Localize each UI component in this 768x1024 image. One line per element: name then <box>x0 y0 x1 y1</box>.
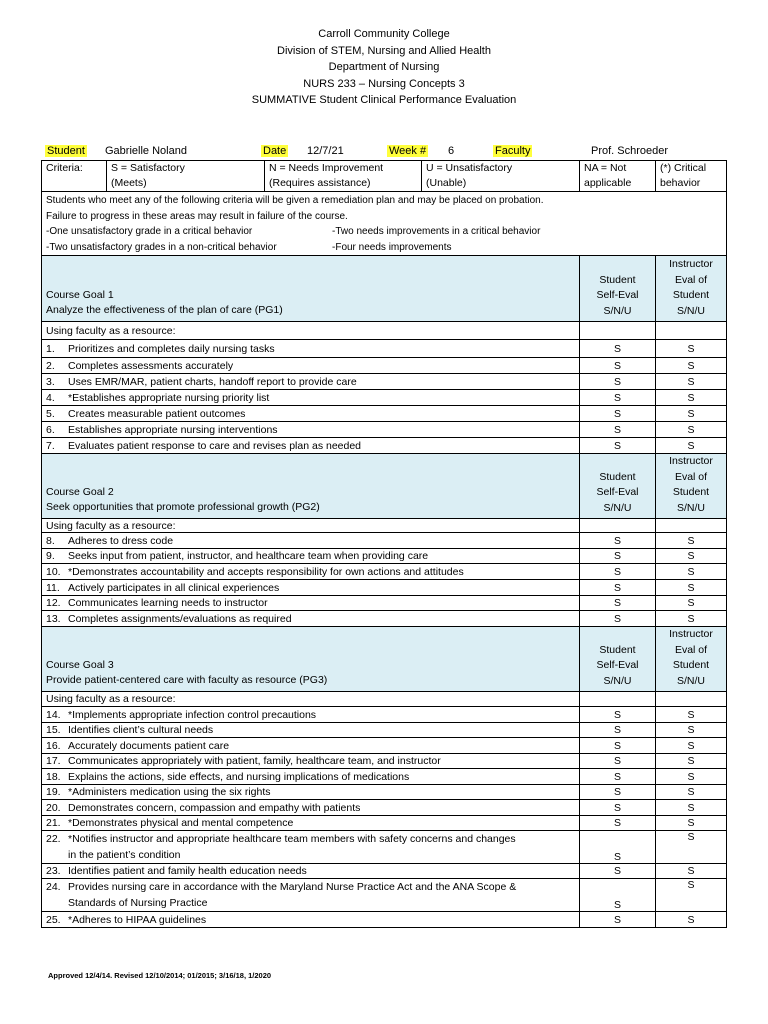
criteria-unsatisfactory: U = Unsatisfactory (Unable) <box>422 161 580 192</box>
criterion-number: 20. <box>46 801 61 814</box>
criterion-description: Establishes appropriate nursing interventions <box>68 423 278 436</box>
instructor-eval-header: Instructor Eval of Student S/N/U <box>656 627 727 692</box>
criterion-row <box>42 879 727 912</box>
criterion-text <box>42 374 580 390</box>
student-self-eval-header: Student Self-Eval S/N/U <box>580 454 656 519</box>
criteria-row <box>42 161 727 192</box>
criterion-text <box>42 864 580 879</box>
criterion-row <box>42 390 727 406</box>
criterion-number: 17. <box>46 755 61 767</box>
criterion-number: 14. <box>46 708 61 721</box>
student-self-eval-value: S <box>580 564 656 580</box>
instructor-eval-value: S <box>656 864 727 879</box>
criteria-label: Criteria: <box>42 161 107 192</box>
criterion-row <box>42 374 727 390</box>
criterion-row <box>42 422 727 438</box>
criterion-text <box>42 912 580 928</box>
student-label: Student <box>47 145 85 157</box>
student-self-eval-value: S <box>580 800 656 816</box>
date-label: Date <box>263 145 287 157</box>
criterion-description: *Establishes appropriate nursing priority list <box>68 391 270 404</box>
criterion-text <box>42 769 580 785</box>
resource-row <box>42 692 727 707</box>
criterion-description: *Adheres to HIPAA guidelines <box>68 913 207 926</box>
criterion-text <box>42 754 580 769</box>
criterion-number: 24. <box>46 881 61 893</box>
criterion-number: 15. <box>46 724 61 736</box>
student-self-eval-value: S <box>580 533 656 549</box>
course-goal-title: Course Goal 3 <box>46 659 114 671</box>
criteria-critical-behavior: (*) Critical behavior <box>656 161 727 192</box>
criterion-number: 12. <box>46 597 61 609</box>
resource-label: Using faculty as a resource: <box>42 519 580 533</box>
student-self-eval-value: S <box>580 785 656 800</box>
criterion-row <box>42 611 727 627</box>
student-self-eval-value: S <box>580 912 656 928</box>
criterion-description: Seeks input from patient, instructor, and healthcare team when providing care <box>68 550 429 562</box>
criterion-text <box>42 564 580 580</box>
student-self-eval-value: S <box>580 864 656 879</box>
notice-row <box>42 192 727 257</box>
criterion-number: 8. <box>46 534 55 547</box>
criterion-number: 3. <box>46 375 55 388</box>
criterion-number: 5. <box>46 407 55 420</box>
criterion-text <box>42 738 580 754</box>
resource-instructor-cell <box>656 692 727 707</box>
course-goal-label <box>42 627 580 692</box>
criterion-number: 10. <box>46 565 61 578</box>
instructor-eval-value: S <box>656 707 727 723</box>
course-goal-description: Analyze the effectiveness of the plan of care (PG1) <box>46 304 283 316</box>
criterion-row <box>42 596 727 611</box>
course-goal-header-row <box>42 454 727 519</box>
student-self-eval-value: S <box>580 816 656 831</box>
criterion-row <box>42 340 727 358</box>
student-self-eval-value: S <box>580 549 656 564</box>
instructor-eval-value: S <box>656 390 727 406</box>
criterion-row <box>42 831 727 864</box>
student-self-eval-value: S <box>580 406 656 422</box>
instructor-eval-value: S <box>656 831 727 864</box>
criterion-row <box>42 533 727 549</box>
instructor-eval-header: Instructor Eval of Student S/N/U <box>656 256 727 322</box>
student-self-eval-header: Student Self-Eval S/N/U <box>580 627 656 692</box>
week-label: Week # <box>389 145 427 157</box>
resource-student-cell <box>580 322 656 340</box>
criterion-row <box>42 816 727 831</box>
criterion-number: 6. <box>46 423 55 436</box>
criterion-row <box>42 564 727 580</box>
instructor-eval-value: S <box>656 422 727 438</box>
criterion-description: Creates measurable patient outcomes <box>68 407 246 420</box>
criterion-row <box>42 864 727 879</box>
criterion-row <box>42 785 727 800</box>
criterion-text <box>42 340 580 358</box>
student-self-eval-value: S <box>580 723 656 738</box>
student-self-eval-value: S <box>580 769 656 785</box>
instructor-eval-value: S <box>656 358 727 374</box>
instructor-eval-value: S <box>656 769 727 785</box>
course-goal-title: Course Goal 2 <box>46 486 114 498</box>
instructor-eval-value: S <box>656 340 727 358</box>
instructor-eval-value: S <box>656 533 727 549</box>
criterion-row <box>42 438 727 454</box>
criterion-number: 11. <box>46 581 60 594</box>
criterion-description: Adheres to dress code <box>68 534 174 547</box>
student-info-row <box>41 143 726 160</box>
resource-label: Using faculty as a resource: <box>42 322 580 340</box>
student-self-eval-value: S <box>580 390 656 406</box>
faculty-name: Prof. Schroeder <box>591 145 669 157</box>
course-goal-description: Provide patient-centered care with faculty as resource (PG3) <box>46 674 328 686</box>
criteria-satisfactory: S = Satisfactory (Meets) <box>107 161 265 192</box>
course-goal-label <box>42 454 580 519</box>
criterion-row <box>42 580 727 596</box>
resource-label: Using faculty as a resource: <box>42 692 580 707</box>
instructor-eval-value: S <box>656 438 727 454</box>
student-self-eval-value: S <box>580 438 656 454</box>
criteria-table <box>41 160 727 257</box>
criterion-text <box>42 800 580 816</box>
division-name: Division of STEM, Nursing and Allied Health <box>277 44 491 57</box>
criterion-text <box>42 422 580 438</box>
student-self-eval-value: S <box>580 707 656 723</box>
student-self-eval-value: S <box>580 738 656 754</box>
criterion-description: Communicates appropriately with patient, family, healthcare team, and instructor <box>68 755 441 767</box>
criterion-number: 13. <box>46 612 61 625</box>
course-goal-title: Course Goal 1 <box>46 289 114 301</box>
resource-row <box>42 519 727 533</box>
criterion-description: Completes assignments/evaluations as required <box>68 612 292 625</box>
criterion-description: Explains the actions, side effects, and nursing implications of medications <box>68 770 410 783</box>
instructor-eval-value: S <box>656 549 727 564</box>
criterion-description-cont: in the patient’s condition <box>68 849 181 861</box>
criterion-text <box>42 438 580 454</box>
instructor-eval-header: Instructor Eval of Student S/N/U <box>656 454 727 519</box>
instructor-eval-value: S <box>656 580 727 596</box>
student-self-eval-value: S <box>580 596 656 611</box>
resource-instructor-cell <box>656 322 727 340</box>
instructor-eval-value: S <box>656 374 727 390</box>
criterion-number: 21. <box>46 817 61 829</box>
criterion-description: Completes assessments accurately <box>68 359 234 372</box>
form-title: SUMMATIVE Student Clinical Performance Evaluation <box>251 94 517 106</box>
criteria-needs-improvement: N = Needs Improvement (Requires assistance) <box>265 161 422 192</box>
criterion-number: 16. <box>46 739 61 752</box>
probation-notice: Students who meet any of the following criteria will be given a remediation plan and may be placed on probation. Failure to progress in these areas may result in failure of the course. -One unsatisfactory grade in a critical behavior -Two needs improvements in a critical behavior -Two unsatisfactory grades in a non-critical behavior -Four needs improvements <box>42 192 727 257</box>
criteria-not-applicable: NA = Not applicable <box>580 161 656 192</box>
criterion-description: Communicates learning needs to instructor <box>68 597 268 609</box>
criterion-number: 18. <box>46 770 61 783</box>
resource-instructor-cell <box>656 519 727 533</box>
instructor-eval-value: S <box>656 754 727 769</box>
instructor-eval-value: S <box>656 879 727 912</box>
criterion-row <box>42 912 727 928</box>
criterion-text <box>42 785 580 800</box>
criterion-description: Evaluates patient response to care and revises plan as needed <box>68 439 362 452</box>
course-name: NURS 233 – Nursing Concepts 3 <box>303 77 465 90</box>
criterion-text <box>42 611 580 627</box>
criterion-description: Identifies patient and family health education needs <box>68 865 307 877</box>
criterion-number: 22. <box>46 833 61 845</box>
revision-footer: Approved 12/4/14. Revised 12/10/2014; 01/2015; 3/16/18, 1/2020 <box>48 971 272 980</box>
criterion-text <box>42 816 580 831</box>
criterion-description: Provides nursing care in accordance with the Maryland Nurse Practice Act and the ANA Scope & <box>68 881 517 893</box>
instructor-eval-value: S <box>656 738 727 754</box>
document-header <box>0 26 768 109</box>
criterion-row <box>42 406 727 422</box>
criterion-text <box>42 580 580 596</box>
evaluation-table <box>41 255 727 928</box>
criterion-row <box>42 358 727 374</box>
criterion-text <box>42 406 580 422</box>
instructor-eval-value: S <box>656 800 727 816</box>
criterion-number: 23. <box>46 865 61 877</box>
criterion-text <box>42 549 580 564</box>
instructor-eval-value: S <box>656 723 727 738</box>
criterion-row <box>42 549 727 564</box>
criterion-description: Demonstrates concern, compassion and empathy with patients <box>68 801 361 814</box>
student-self-eval-value: S <box>580 580 656 596</box>
criterion-row <box>42 738 727 754</box>
college-name: Carroll Community College <box>318 28 450 40</box>
student-name: Gabrielle Noland <box>105 145 187 157</box>
instructor-eval-value: S <box>656 912 727 928</box>
resource-student-cell <box>580 519 656 533</box>
week-value: 6 <box>448 145 455 157</box>
course-goal-header-row <box>42 627 727 692</box>
criterion-description: *Demonstrates accountability and accepts responsibility for own actions and attitudes <box>68 565 464 578</box>
student-self-eval-value: S <box>580 831 656 864</box>
criterion-text <box>42 596 580 611</box>
criterion-text <box>42 533 580 549</box>
criterion-row <box>42 707 727 723</box>
student-self-eval-value: S <box>580 340 656 358</box>
criterion-text <box>42 879 580 912</box>
course-goal-label <box>42 256 580 322</box>
date-value: 12/7/21 <box>307 145 344 157</box>
criterion-number: 4. <box>46 391 55 404</box>
criterion-number: 19. <box>46 786 61 798</box>
student-self-eval-value: S <box>580 374 656 390</box>
student-self-eval-header: Student Self-Eval S/N/U <box>580 256 656 322</box>
criterion-description: *Demonstrates physical and mental competence <box>68 817 294 829</box>
criterion-text <box>42 831 580 864</box>
criterion-row <box>42 769 727 785</box>
student-self-eval-value: S <box>580 754 656 769</box>
instructor-eval-value: S <box>656 816 727 831</box>
criterion-description: Prioritizes and completes daily nursing tasks <box>68 342 275 355</box>
criterion-text <box>42 723 580 738</box>
criterion-description: Actively participates in all clinical experiences <box>68 581 280 594</box>
criterion-row <box>42 800 727 816</box>
criterion-number: 7. <box>46 439 55 452</box>
instructor-eval-value: S <box>656 611 727 627</box>
criterion-description: *Implements appropriate infection control precautions <box>68 708 317 721</box>
student-self-eval-value: S <box>580 358 656 374</box>
criterion-description: Identifies client’s cultural needs <box>68 724 214 736</box>
course-goal-description: Seek opportunities that promote professional growth (PG2) <box>46 501 320 513</box>
criterion-text <box>42 390 580 406</box>
resource-row <box>42 322 727 340</box>
criterion-number: 25. <box>46 913 61 926</box>
faculty-label: Faculty <box>495 145 531 157</box>
instructor-eval-value: S <box>656 785 727 800</box>
course-goal-header-row <box>42 256 727 322</box>
criterion-description-cont: Standards of Nursing Practice <box>68 897 208 909</box>
criterion-text <box>42 358 580 374</box>
criterion-row <box>42 723 727 738</box>
criterion-number: 9. <box>46 550 55 562</box>
criterion-description: Accurately documents patient care <box>68 739 230 752</box>
criterion-row <box>42 754 727 769</box>
resource-student-cell <box>580 692 656 707</box>
criterion-text <box>42 707 580 723</box>
criterion-number: 1. <box>46 342 55 355</box>
criterion-number: 2. <box>46 359 55 372</box>
instructor-eval-value: S <box>656 406 727 422</box>
department-name: Department of Nursing <box>328 61 440 73</box>
criterion-description: Uses EMR/MAR, patient charts, handoff report to provide care <box>68 375 357 388</box>
instructor-eval-value: S <box>656 564 727 580</box>
instructor-eval-value: S <box>656 596 727 611</box>
student-self-eval-value: S <box>580 422 656 438</box>
student-self-eval-value: S <box>580 611 656 627</box>
criterion-description: *Administers medication using the six rights <box>68 786 271 798</box>
student-self-eval-value: S <box>580 879 656 912</box>
criterion-description: *Notifies instructor and appropriate healthcare team members with safety concerns and changes <box>68 833 516 845</box>
